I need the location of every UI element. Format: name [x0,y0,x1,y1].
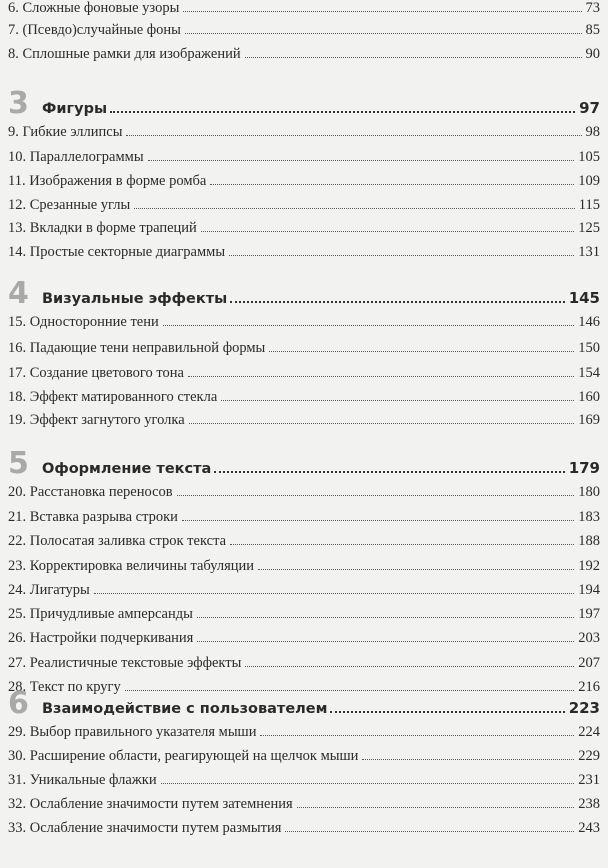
dot-leader [177,495,575,496]
chapter-page-number: 223 [568,699,600,717]
chapter-title: Оформление текста [42,461,212,477]
toc-entry-page-number: 98 [585,124,600,140]
dot-leader [201,231,574,232]
chapter-title: Визуальные эффекты [42,291,228,307]
dot-leader [362,759,574,760]
dot-leader [258,569,574,570]
dot-leader [230,544,574,545]
toc-entry-page-number: 105 [578,149,600,165]
toc-entry-title: 22. Полосатая заливка строк текста [8,533,227,549]
toc-entry [8,582,600,604]
dot-leader [185,33,582,34]
dot-leader [134,208,575,209]
chapter-number: 6 [8,686,29,721]
toc-entry [8,340,600,362]
toc-entry-title: 24. Лигатуры [8,582,90,598]
dot-leader [245,666,574,667]
toc-entry-title: 7. (Псевдо)случайные фоны [8,22,181,38]
toc-entry-title: 26. Настройки подчеркивания [8,630,194,646]
toc-entry [8,46,600,68]
toc-entry-page-number: 169 [578,412,600,428]
chapter-heading [8,446,600,481]
toc-entry-title: 11. Изображения в форме ромба [8,173,207,189]
toc-entry-page-number: 183 [578,509,600,525]
toc-entry-title: 18. Эффект матированного стекла [8,389,218,405]
toc-entry-page-number: 194 [578,582,600,598]
chapter-number: 5 [8,446,29,481]
toc-entry-page-number: 85 [585,22,600,38]
toc-entry-title: 20. Расстановка переносов [8,484,173,500]
dot-leader [230,301,564,303]
toc-entry [8,606,600,628]
toc-entry [8,412,600,434]
chapter-number: 4 [8,276,29,311]
dot-leader [245,57,582,58]
dot-leader [210,184,574,185]
toc-entry-title: 30. Расширение области, реагирующей на щелчок мыши [8,748,359,764]
toc-entry-title: 12. Срезанные углы [8,197,131,213]
toc-entry-page-number: 125 [578,220,600,236]
dot-leader [94,593,575,594]
toc-entry-page-number: 73 [585,0,600,16]
dot-leader [330,711,564,713]
chapter-title: Взаимодействие с пользователем [42,701,328,717]
toc-entry-page-number: 192 [578,558,600,574]
dot-leader [126,135,581,136]
toc-entry-page-number: 154 [578,365,600,381]
dot-leader [110,111,575,113]
toc-entry-page-number: 238 [578,796,600,812]
toc-entry-title: 8. Сплошные рамки для изображений [8,46,241,62]
toc-entry-title: 13. Вкладки в форме трапеций [8,220,197,236]
toc-entry [8,149,600,171]
toc-entry [8,484,600,506]
toc-entry-title: 31. Уникальные флажки [8,772,157,788]
dot-leader [183,11,581,12]
toc-entry-title: 32. Ослабление значимости путем затемнения [8,796,293,812]
dot-leader [269,351,574,352]
dot-leader [197,617,574,618]
toc-entry-page-number: 243 [578,820,600,836]
toc-entry-page-number: 146 [578,314,600,330]
toc-entry [8,724,600,746]
toc-entry [8,655,600,677]
toc-entry-title: 9. Гибкие эллипсы [8,124,123,140]
dot-leader [189,423,575,424]
toc-entry-page-number: 224 [578,724,600,740]
toc-entry-title: 25. Причудливые амперсанды [8,606,193,622]
toc-entry [8,22,600,44]
toc-entry [8,820,600,842]
toc-entry-title: 14. Простые секторные диаграммы [8,244,226,260]
toc-entry-title: 27. Реалистичные текстовые эффекты [8,655,242,671]
toc-entry-page-number: 207 [578,655,600,671]
toc-entry-page-number: 90 [585,46,600,62]
toc-entry-page-number: 160 [578,389,600,405]
toc-entry-page-number: 203 [578,630,600,646]
toc-entry-title: 21. Вставка разрыва строки [8,509,178,525]
toc-entry [8,173,600,195]
dot-leader [285,831,574,832]
toc-entry [8,533,600,555]
toc-entry-title: 29. Выбор правильного указателя мыши [8,724,257,740]
toc-entry [8,0,600,22]
toc-entry [8,630,600,652]
toc-entry [8,220,600,242]
toc-entry-title: 28. Текст по кругу [8,679,121,695]
toc-entry [8,748,600,770]
toc-entry [8,124,600,146]
toc-entry-title: 17. Создание цветового тона [8,365,184,381]
toc-entry-page-number: 180 [578,484,600,500]
toc-entry-title: 10. Параллелограммы [8,149,144,165]
toc-entry-title: 23. Корректировка величины табуляции [8,558,255,574]
toc-entry-title: 15. Односторонние тени [8,314,159,330]
toc-entry-title: 33. Ослабление значимости путем размытия [8,820,282,836]
toc-entry-page-number: 216 [578,679,600,695]
chapter-page-number: 145 [568,289,600,307]
chapter-page-number: 179 [568,459,600,477]
toc-entry [8,197,600,219]
toc-entry-page-number: 188 [578,533,600,549]
toc-entry-page-number: 115 [578,197,600,213]
toc-entry-title: 19. Эффект загнутого уголка [8,412,185,428]
toc-entry-title: 6. Сложные фоновые узоры [8,0,180,16]
toc-entry [8,365,600,387]
dot-leader [229,255,574,256]
toc-entry-page-number: 231 [578,772,600,788]
chapter-heading [8,276,600,311]
toc-entry [8,772,600,794]
toc-entry-page-number: 197 [578,606,600,622]
dot-leader [214,471,564,473]
toc-entry-page-number: 150 [578,340,600,356]
toc-entry [8,509,600,531]
chapter-page-number: 97 [579,99,600,117]
dot-leader [260,735,574,736]
dot-leader [188,376,574,377]
toc-entry-title: 16. Падающие тени неправильной формы [8,340,266,356]
toc-entry [8,796,600,818]
toc-entry [8,389,600,411]
chapter-number: 3 [8,86,29,121]
dot-leader [182,520,574,521]
toc-entry [8,244,600,266]
chapter-heading [8,86,600,121]
dot-leader [161,783,575,784]
toc-entry-page-number: 131 [578,244,600,260]
dot-leader [197,641,574,642]
dot-leader [148,160,575,161]
chapter-title: Фигуры [42,101,108,117]
dot-leader [297,807,575,808]
toc-entry [8,558,600,580]
toc-entry-page-number: 229 [578,748,600,764]
toc-entry-page-number: 109 [578,173,600,189]
dot-leader [163,325,575,326]
toc-entry [8,314,600,336]
dot-leader [221,400,574,401]
